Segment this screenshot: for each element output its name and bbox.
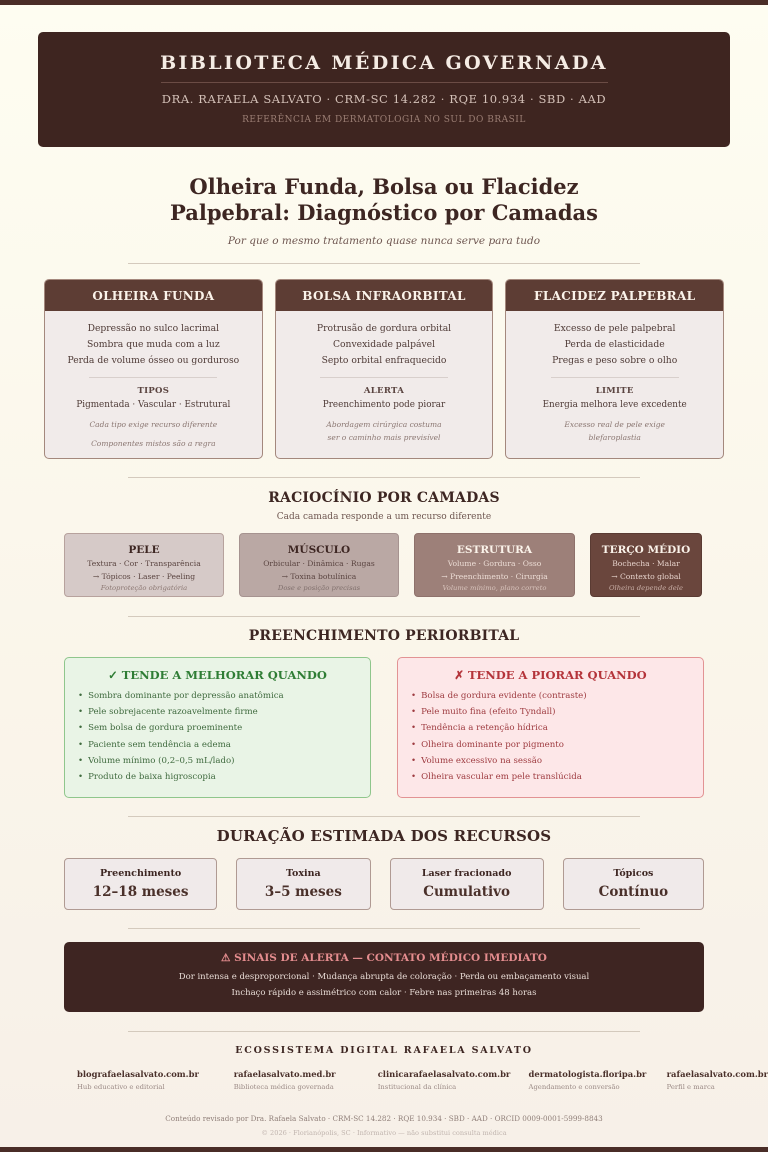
list-item [78, 769, 357, 785]
page-title-line-2: Palpebral: Diagnóstico por Camadas [170, 200, 598, 225]
bullet-icon: • [78, 772, 84, 783]
card-line: Perda de elasticidade [564, 339, 665, 350]
cross-icon: ✗ [454, 668, 464, 682]
card-note: Abordagem cirúrgica costuma [326, 420, 442, 429]
bullet-icon: • [78, 739, 84, 750]
header-tagline: REFERÊNCIA EM DERMATOLOGIA NO SUL DO BRASIL [242, 115, 526, 125]
doctor-credentials: DRA. RAFAELA SALVATO · CRM-SC 14.282 · RQE 10.934 · SBD · AAD [161, 92, 607, 106]
copyright: © 2026 · Florianópolis, SC · Informativo — não substitui consulta médica [261, 1129, 507, 1137]
layer-card-terco-medio [590, 533, 702, 597]
card-divider [320, 377, 448, 378]
filler-section [0, 628, 768, 798]
section-title: RACIOCÍNIO POR CAMADAS [268, 490, 500, 506]
worsen-box [397, 657, 704, 798]
conditions-cards [44, 279, 724, 459]
card-note: Excesso real de pele exige [564, 420, 665, 429]
card-line: Pregas e peso sobre o olho [552, 355, 678, 366]
page-subtitle: Por que o mesmo tratamento quase nunca serve para tudo [227, 235, 541, 247]
layer-card-pele [64, 533, 224, 597]
alert-line: Dor intensa e desproporcional · Mudança abrupta de coloração · Perda ou embaçamento visual [178, 972, 590, 982]
list-item [411, 769, 690, 785]
list-item-text: Produto de baixa higroscopia [88, 772, 216, 783]
card-value: Preenchimento pode piorar [322, 400, 446, 410]
list-item-text: Volume mínimo (0,2–0,5 mL/lado) [88, 755, 235, 766]
page-footer [0, 1114, 768, 1138]
bullet-icon: • [78, 723, 84, 734]
bullet-icon: • [78, 691, 84, 701]
list-item [411, 704, 690, 720]
card-line: Convexidade palpável [332, 339, 436, 350]
link-domain[interactable]: rafaelasalvato.med.br [233, 1069, 336, 1079]
card-title: FLACIDEZ PALPEBRAL [506, 280, 723, 311]
card-note: Cada tipo exige recurso diferente [89, 420, 218, 429]
condition-card-olheira-funda [44, 279, 263, 459]
bullet-icon: • [411, 755, 417, 766]
top-accent-bar [0, 0, 768, 5]
card-note: blefaroplastia [588, 433, 641, 442]
link-description: Hub educativo e editorial [77, 1083, 165, 1091]
review-credit: Conteúdo revisado por Dra. Rafaela Salvato · CRM-SC 14.282 · RQE 10.934 · SBD · AAD · ORCID 0009-0001-5999-8843 [165, 1114, 603, 1123]
ecosystem-link-clinica[interactable] [378, 1068, 529, 1093]
page-title-line-1: Olheira Funda, Bolsa ou Flacidez [189, 174, 579, 199]
bullet-icon: • [411, 691, 417, 701]
card-divider [551, 377, 679, 378]
layer-line: Orbicular · Dinâmica · Rugas [263, 559, 375, 568]
duration-label: Tópicos [613, 868, 654, 879]
section-divider [128, 616, 640, 617]
ecosystem-title: ECOSSISTEMA DIGITAL RAFAELA SALVATO [235, 1045, 533, 1056]
duration-section [0, 827, 768, 910]
section-divider [128, 263, 640, 264]
section-divider [128, 816, 640, 817]
duration-card-topicos [563, 858, 704, 910]
section-subtitle: Cada camada responde a um recurso diferente [276, 512, 492, 522]
layer-card-estrutura [414, 533, 575, 597]
ecosystem-link-blog[interactable] [77, 1068, 234, 1093]
link-domain[interactable]: dermatologista.floripa.br [528, 1069, 647, 1079]
card-note: Componentes mistos são a regra [91, 439, 216, 448]
layer-name: PELE [128, 544, 160, 556]
alert-banner [64, 942, 704, 1012]
layer-line: Volume · Gordura · Osso [447, 559, 542, 568]
duration-value: 3–5 meses [264, 884, 342, 900]
card-label: TIPOS [137, 386, 170, 396]
ecosystem-link-marca[interactable] [667, 1068, 768, 1093]
card-line: Sombra que muda com a luz [86, 339, 220, 350]
layer-line: → Tópicos · Laser · Peeling [92, 572, 196, 581]
layer-card-musculo [239, 533, 399, 597]
bullet-icon: • [411, 707, 417, 718]
link-domain[interactable]: rafaelasalvato.com.br [666, 1069, 768, 1079]
layer-line: → Toxina botulínica [281, 572, 357, 581]
section-title: PREENCHIMENTO PERIORBITAL [248, 628, 520, 644]
card-title: OLHEIRA FUNDA [45, 280, 262, 311]
bottom-accent-bar [0, 1147, 768, 1152]
page-title [0, 174, 768, 226]
link-domain[interactable]: clinicarafaelasalvato.com.br [377, 1069, 511, 1079]
duration-label: Toxina [286, 868, 321, 879]
layer-name: MÚSCULO [287, 544, 351, 556]
link-description: Biblioteca médica governada [233, 1083, 334, 1091]
bullet-icon: • [411, 739, 417, 750]
section-divider [128, 928, 640, 929]
worsen-title-text: TENDE A PIORAR QUANDO [467, 668, 647, 682]
layers-section [0, 490, 768, 597]
check-icon: ✓ [108, 668, 118, 682]
alert-line: Inchaço rápido e assimétrico com calor · Febre nas primeiras 48 horas [231, 988, 537, 998]
list-item-text: Pele muito fina (efeito Tyndall) [421, 707, 556, 718]
alert-title [64, 951, 704, 965]
list-item-text: Sombra dominante por depressão anatômica [88, 691, 284, 701]
article-title-block [0, 174, 768, 247]
duration-card-toxina [236, 858, 370, 910]
section-divider [128, 1031, 640, 1032]
worsen-title [411, 668, 690, 682]
list-item-text: Paciente sem tendência a edema [88, 739, 231, 750]
list-item-text: Olheira dominante por pigmento [421, 739, 564, 750]
site-header [38, 32, 730, 147]
layer-line: Textura · Cor · Transparência [87, 559, 201, 568]
card-label: ALERTA [363, 386, 405, 396]
bullet-icon: • [411, 723, 417, 734]
section-title: DURAÇÃO ESTIMADA DOS RECURSOS [216, 827, 552, 845]
list-item-text: Olheira vascular em pele translúcida [421, 772, 582, 783]
layer-note: Volume mínimo, plano correto [442, 584, 547, 592]
ecosystem-link-med[interactable] [234, 1068, 378, 1093]
bullet-icon: • [78, 755, 84, 766]
condition-card-flacidez-palpebral [505, 279, 724, 459]
layer-name: ESTRUTURA [456, 544, 533, 556]
link-description: Perfil e marca [666, 1083, 715, 1091]
list-item [78, 720, 357, 736]
card-label: LIMITE [595, 386, 634, 396]
card-value: Pigmentada · Vascular · Estrutural [76, 400, 231, 410]
card-line: Protrusão de gordura orbital [316, 323, 452, 334]
ecosystem-section [0, 1045, 768, 1093]
card-note: ser o caminho mais previsível [327, 433, 441, 442]
card-line: Septo orbital enfraquecido [321, 355, 447, 366]
list-item [78, 753, 357, 769]
card-line: Excesso de pele palpebral [553, 323, 676, 334]
layer-note: Olheira depende dele [608, 584, 683, 592]
bullet-icon: • [411, 772, 417, 783]
list-item-text: Pele sobrejacente razoavelmente firme [88, 707, 258, 718]
bullet-icon: • [78, 707, 84, 718]
duration-label: Laser fracionado [421, 868, 512, 879]
layer-name: TERÇO MÉDIO [601, 544, 691, 556]
improve-title-text: TENDE A MELHORAR QUANDO [121, 668, 327, 682]
list-item-text: Bolsa de gordura evidente (contraste) [421, 691, 587, 701]
duration-value: Cumulativo [423, 884, 510, 900]
list-item-text: Volume excessivo na sessão [421, 755, 543, 766]
condition-card-bolsa-infraorbital [275, 279, 494, 459]
card-title: BOLSA INFRAORBITAL [276, 280, 493, 311]
layer-note: Dose e posição precisas [277, 584, 361, 592]
card-line: Perda de volume ósseo ou gorduroso [67, 355, 240, 366]
layer-line: → Preenchimento · Cirurgia [441, 572, 548, 581]
improve-box [64, 657, 371, 798]
header-divider [161, 82, 608, 83]
list-item [78, 688, 357, 704]
link-description: Agendamento e conversão [528, 1083, 620, 1091]
section-divider [128, 477, 640, 478]
warning-icon: ⚠ [221, 952, 231, 964]
list-item [78, 737, 357, 753]
link-description: Institucional da clínica [377, 1083, 457, 1091]
list-item-text: Tendência a retenção hídrica [421, 723, 548, 734]
card-divider [89, 377, 217, 378]
list-item-text: Sem bolsa de gordura proeminente [88, 723, 243, 734]
duration-card-laser [390, 858, 544, 910]
list-item [411, 720, 690, 736]
list-item [78, 704, 357, 720]
alert-title-text: SINAIS DE ALERTA — CONTATO MÉDICO IMEDIATO [234, 952, 547, 964]
card-line: Depressão no sulco lacrimal [87, 323, 220, 334]
layer-note: Fotoproteção obrigatória [100, 584, 188, 592]
layer-line: → Contexto global [611, 572, 681, 581]
layer-line: Bochecha · Malar [612, 559, 680, 568]
list-item [411, 753, 690, 769]
link-domain[interactable]: blografaelasalvato.com.br [77, 1069, 199, 1079]
duration-value: Contínuo [598, 884, 669, 900]
list-item [411, 688, 690, 704]
library-title: BIBLIOTECA MÉDICA GOVERNADA [160, 52, 608, 74]
duration-value: 12–18 meses [92, 884, 189, 900]
ecosystem-link-floripa[interactable] [529, 1068, 667, 1093]
duration-card-preenchimento [64, 858, 217, 910]
list-item [411, 737, 690, 753]
duration-label: Preenchimento [100, 868, 182, 879]
improve-title [78, 668, 357, 682]
card-value: Energia melhora leve excedente [542, 400, 687, 410]
